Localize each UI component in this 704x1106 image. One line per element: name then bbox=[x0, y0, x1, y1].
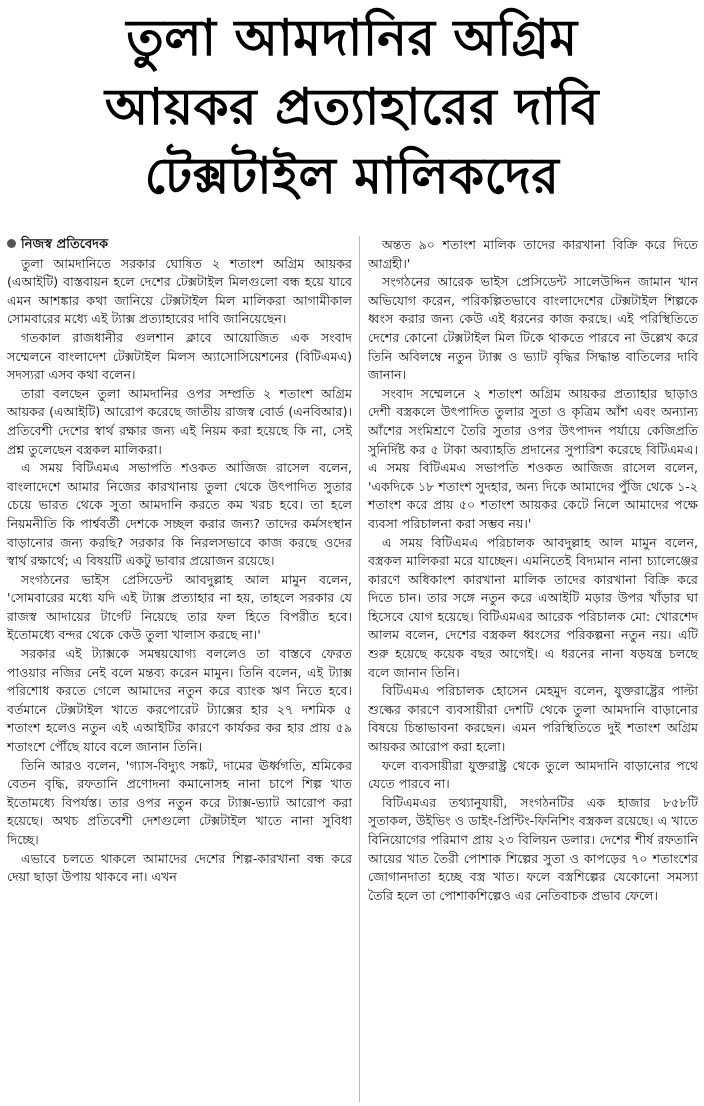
bullet-icon bbox=[7, 239, 16, 248]
paragraph: বিটিএমএ পরিচালক হোসেন মেহমুদ বলেন, যুক্তরাষ্ট্রের পাল্টা শুল্কের কারণে ব্যবসায়ীরা দেশটি থেকে তুলা আমদানি বাড়ানোর বিষয়ে চিন্তাভাবনা করছেন। এমন পরিস্থিতিতে দুই শতাংশ অগ্রিম আয়কর আরোপ করা হলো। bbox=[368, 683, 698, 755]
paragraph: এ সময় বিটিএমএ পরিচালক আবদুল্লাহ আল মামুন বলেন, বস্ত্রকল মালিকরা মরে যাচ্ছেন। এমনিতেই বিদ্যমান নানা চ্যালেঞ্জের কারণে অধিকাংশ কারখানা মালিক তাদের কারখানা বিক্রি করে দিতে চান। তার সঙ্গে নতুন করে এআইটি মড়ার উপর খাঁড়ার ঘা হিসেবে যোগ হয়েছে। বিটিএমএর আরেক পরিচালক মো: খোরশেদ আলম বলেন, দেশের বস্ত্রকল ধ্বংসের পরিকল্পনা নতুন নয়। এটি শুরু হয়েছে কয়েক বছর আগেই। এ ধরনের নানা ষড়যন্ত্র চলছে বলে জানান তিনি। bbox=[368, 534, 698, 680]
byline bbox=[7, 236, 352, 255]
paragraph: অন্তত ৯০ শতাংশ মালিক তাদের কারখানা বিক্রি করে দিতে আগ্রহী।' bbox=[368, 237, 698, 271]
byline-text: নিজস্ব প্রতিবেদক bbox=[21, 237, 109, 252]
paragraph: সরকার এই ট্যাক্সকে সমন্বয়যোগ্য বললেও তা বাস্তবে ফেরত পাওয়ার নজির নেই বলে মন্তব্য করেন মামুন। তিনি বলেন, এই ট্যাক্স পরিশোধ করতে গেলে আমাদের নতুন করে ব্যাংক ঋণ নিতে হবে। বর্তমানে টেক্সটাইল খাতে করপোরেট ট্যাক্সের হার ২৭ দশমিক ৫ শতাংশ হলেও নতুন এই এআইটির কারণে কার্যকর কর হার প্রায় ৫৯ শতাংশে পৌঁছে যাবে বলে জানান তিনি। bbox=[7, 646, 352, 755]
paragraph: তারা বলছেন তুলা আমদানির ওপর সম্প্রতি ২ শতাংশ অগ্রিম আয়কর (এআইটি) আরোপ করেছে জাতীয় রাজস্ব বোর্ড (এনবিআর)। প্রতিবেশী দেশের স্বার্থ রক্ষার জন্য এই নিয়ম করা হয়েছে কি না, সেই প্রশ্ন তুলেছেন বস্ত্রকল মালিকরা। bbox=[7, 385, 352, 457]
paragraph: এভাবে চলতে থাকলে আমাদের দেশের শিল্প-কারখানা বন্ধ করে দেয়া ছাড়া উপায় থাকবে না। এখন bbox=[7, 850, 352, 885]
headline bbox=[0, 4, 704, 211]
paragraph: সংবাদ সম্মেলনে ২ শতাংশ অগ্রিম আয়কর প্রত্যাহার ছাড়াও দেশী বস্ত্রকলে উৎপাদিত তুলার সুতা ও কৃত্রিম আঁশ এবং অন্যান্য আঁশের সংমিশ্রণে তৈরি সুতার ওপর উৎপাদন পর্যায়ে কেজিপ্রতি সুনির্দিষ্ট কর ৫ টাকা অব্যাহতি প্রদানের সুপারিশ করেছে বিটিএমএ। এ সময় বিটিএমএ সভাপতি শওকত আজিজ রাসেল বলেন, 'একদিকে ১৮ শতাংশ সুদহার, অন্য দিকে আমাদের পুঁজি থেকে ১-২ শতাংশ করে প্রায় ৫০ শতাংশ আয়কর কেটে নিলে আমাদের পক্ষে ব্যবসা পরিচালনা করা সম্ভব নয়।' bbox=[368, 385, 698, 531]
paragraph: তিনি আরও বলেন, 'গ্যাস-বিদ্যুৎ সঙ্কট, দামের ঊর্ধ্বগতি, শ্রমিকের বেতন বৃদ্ধি, রফতানি প্রণোদনা কমানোসহ নানা চাপে শিল্প খাত ইতোমধ্যে বিপর্যস্ত। তার ওপর নতুন করে ট্যাক্স-ভ্যাট আরোপ করা হয়েছে। অথচ প্রতিবেশী দেশগুলো টেক্সটাইল খাতে নানা সুবিধা দিচ্ছে। bbox=[7, 757, 352, 847]
column-divider bbox=[359, 236, 360, 1102]
paragraph: বিটিএমএর তথ্যানুযায়ী, সংগঠনটির এক হাজার ৮৫৮টি সুতাকল, উইভিং ও ডাইং-প্রিন্টিং-ফিনিশিং বস্ত্রকল রয়েছে। এ খাতে বিনিয়োগের পরিমাণ প্রায় ২৩ বিলিয়ন ডলার। দেশের শীর্ষ রফতানি আয়ের খাত তৈরী পোশাক শিল্পের সুতা ও কাপড়ের ৭০ শতাংশের জোগানদাতা হচ্ছে বস্ত্র খাত। ফলে বস্ত্রশিল্পের যেকোনো সমস্যা তৈরি হলে তা পোশাকশিল্পেও এর নেতিবাচক প্রভাব ফেলে। bbox=[368, 794, 698, 903]
headline-line-1: তুলা আমদানির অগ্রিম bbox=[126, 9, 578, 67]
headline-line-2: আয়কর প্রত্যাহারের দাবি bbox=[104, 78, 600, 136]
paragraph: গতকাল রাজধানীর গুলশান ক্লাবে আয়োজিত এক সংবাদ সম্মেলনে বাংলাদেশ টেক্সটাইল মিলস অ্যাসোসিয়েশনের (বিটিএমএ) সদস্যরা এসব কথা বলেন। bbox=[7, 329, 352, 383]
paragraph: তুলা আমদানিতে সরকার ঘোষিত ২ শতাংশ অগ্রিম আয়কর (এআইটি) বাস্তবায়ন হলে দেশের টেক্সটাইল মিলগুলো বন্ধ হয়ে যাবে এমন আশঙ্কার কথা জানিয়ে টেক্সটাইল মিল মালিকরা আগামীকাল সোমবারের মধ্যে এই ট্যাক্স প্রত্যাহারের দাবি জানিয়েছেন। bbox=[7, 255, 352, 327]
paragraph: ফলে ব্যবসায়ীরা যুক্তরাষ্ট্র থেকে তুলে আমদানি বাড়ানোর পথে যেতে পারবে না। bbox=[368, 757, 698, 792]
paragraph: সংগঠনের আরেক ভাইস প্রেসিডেন্ট সালেউদ্দিন জামান খান অভিযোগ করেন, পরিকল্পিতভাবে বাংলাদেশের টেক্সটাইল শিল্পকে ধ্বংস করার জন্য কেউ এই ধরনের কাজ করছে। এই পরিস্থিতিতে দেশের কোনো টেক্সটাইল মিল টিকে থাকতে পারবে না উল্লেখ করে তিনি অবিলম্বে নতুন ট্যাক্স ও ভ্যাট বৃদ্ধির সিদ্ধান্ত বাতিলের দাবি জানান। bbox=[368, 274, 698, 383]
right-column bbox=[368, 236, 698, 905]
left-column bbox=[7, 236, 352, 887]
paragraph: সংগঠনের ভাইস প্রেসিডেন্ট আবদুল্লাহ আল মামুন বলেন, 'সোমবারের মধ্যে যদি এই ট্যাক্স প্রত্যাহার না হয়, তাহলে সরকার যে রাজস্ব আদায়ের টার্গেট নিয়েছে তার ফল হিতে বিপরীত হবে। ইতোমধ্যে বন্দর থেকে কেউ তুলা খালাস করছে না।' bbox=[7, 571, 352, 643]
headline-line-3: টেক্সটাইল মালিকদের bbox=[144, 147, 560, 205]
paragraph: এ সময় বিটিএমএ সভাপতি শওকত আজিজ রাসেল বলেন, বাংলাদেশে আমার নিজের কারখানায় তুলা থেকে উৎপাদিত সুতার চেয়ে ভারত থেকে সুতা আমদানি করতে কম খরচ হবে। তা হলে নিয়মনীতি কি পার্শ্ববর্তী দেশকে সচ্ছল করার জন্য? তাদের কর্মসংস্থান বাড়ানোর জন্য করছি? সরকার কি নিরলসভাবে কাজ করছে ওদের স্বার্থ রক্ষার্থে; এ বিষয়টি একটু ভাবার প্রয়োজন রয়েছে। bbox=[7, 460, 352, 569]
